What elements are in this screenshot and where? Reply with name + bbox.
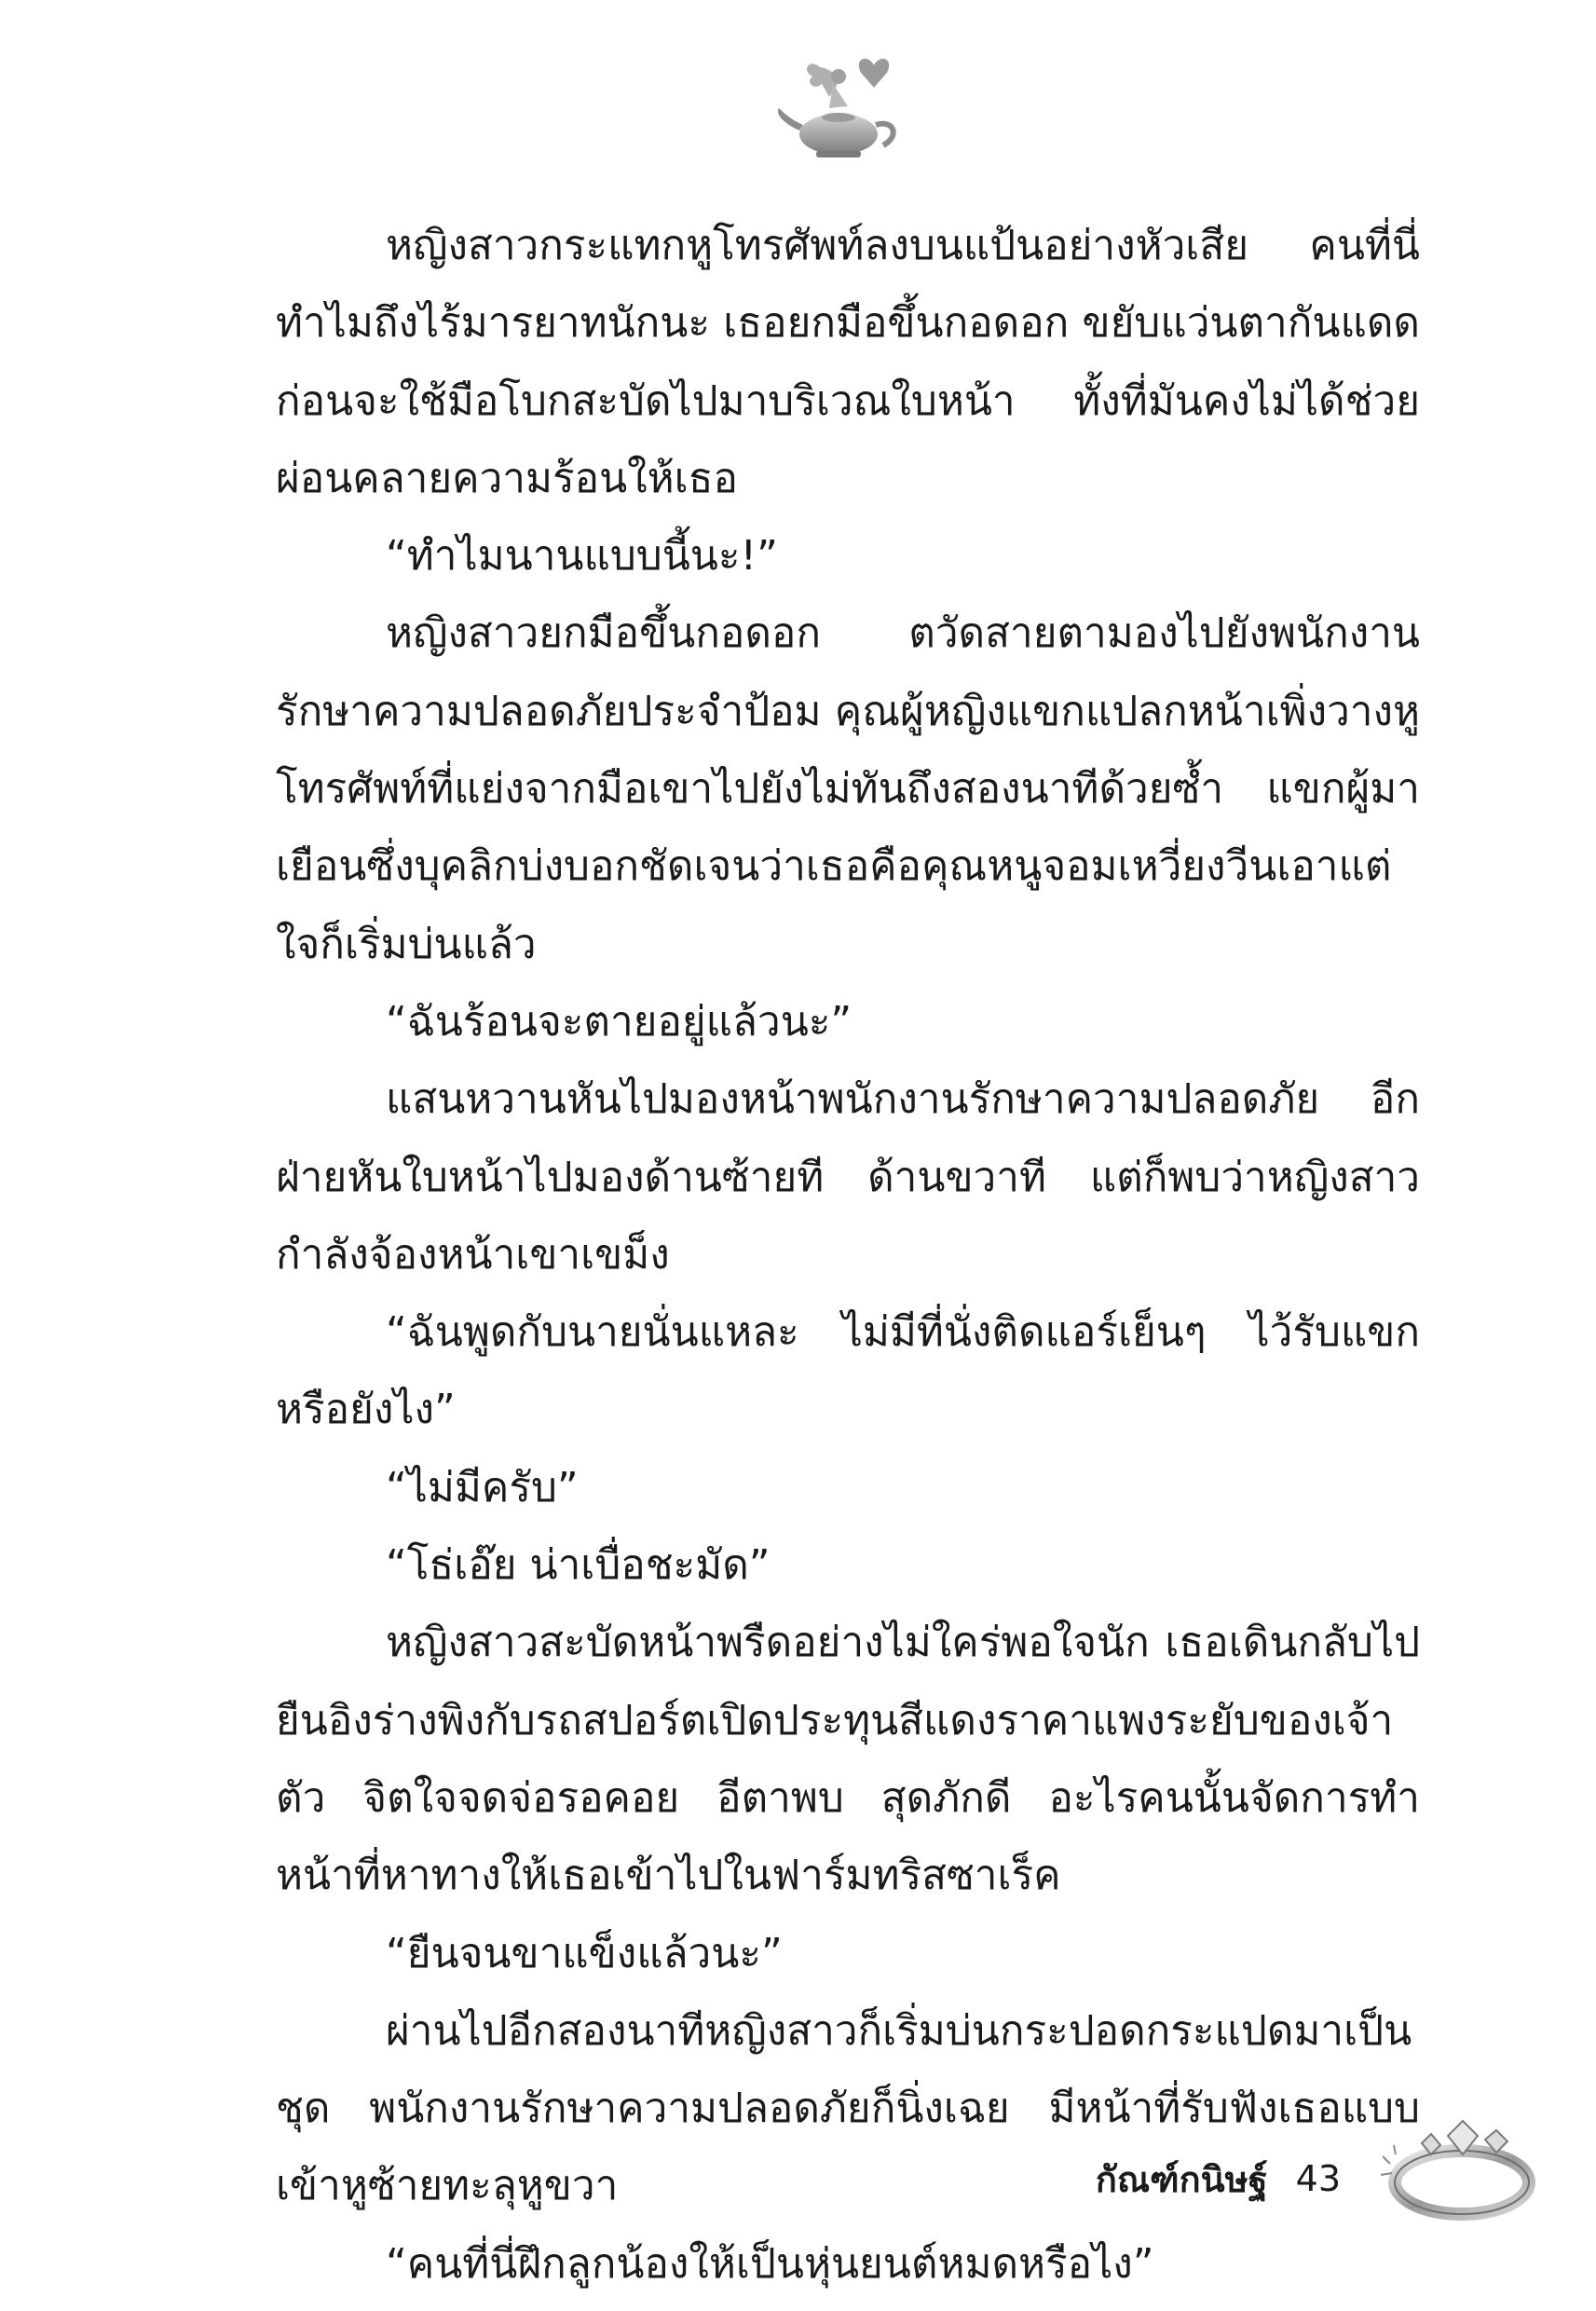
diamond-ring-icon [1373,2108,1550,2229]
dialogue-line: “ยืนจนขาแข็งแล้วนะ” [386,1929,783,1977]
author-name: กัณฑ์กนิษฐ์ [1095,2158,1268,2200]
dialogue-line: “ทำไมนานแบบนี้นะ!” [386,532,778,581]
page-footer [1096,2151,1341,2207]
dialogue-line: “ไม่มีครับ” [386,1463,579,1511]
dialogue-line: “ฉันร้อนจะตายอยู่แล้วนะ” [386,997,853,1046]
story-text [276,207,1420,2303]
paragraph: หญิงสาวสะบัดหน้าพรืดอย่างไม่ใคร่พอใจนัก เธอเดินกลับไปยืนอิงร่างพิงกับรถสปอร์ตเปิดประทุนสีแดงราคาแพงระยับของเจ้าตัว จิตใจจดจ่อรอคอย อีตาพบ สุดภักดี อะไรคนนั้นจัดการทำหน้าที่หาทางให้เธอเข้าไปในฟาร์มทริสซาเร็ค [276,1619,1420,1900]
paragraph: หญิงสาวกระแทกหูโทรศัพท์ลงบนแป้นอย่างหัวเสีย คนที่นี่ทำไมถึงไร้มารยาทนักนะ เธอยกมือขึ้นกอดอก ขยับแว่นตากันแดด ก่อนจะใช้มือโบกสะบัดไปมาบริเวณใบหน้า ทั้งที่มันคงไม่ได้ช่วยผ่อนคลายความร้อนให้เธอ [276,222,1420,502]
paragraph: ผ่านไปอีกสองนาทีหญิงสาวก็เริ่มบ่นกระปอดกระแปดมาเป็นชุด พนักงานรักษาความปลอดภัยก็นิ่งเฉย มีหน้าที่รับฟังเธอแบบเข้าหูซ้ายทะลุหูขวา [276,2006,1420,2210]
page-number: 43 [1295,2158,1341,2199]
dialogue-line: “คนที่นี่ฝึกลูกน้องให้เป็นหุ่นยนต์หมดหรือไง” [386,2239,1154,2288]
paragraph: หญิงสาวยกมือขึ้นกอดอก ตวัดสายตามองไปยังพนักงานรักษาความปลอดภัยประจำป้อม คุณผู้หญิงแขกแปลกหน้าเพิ่งวางหูโทรศัพท์ที่แย่งจากมือเขาไปยังไม่ทันถึงสองนาทีด้วยซ้ำ แขกผู้มาเยือนซึ่งบุคลิกบ่งบอกชัดเจนว่าเธอคือคุณหนูจอมเหวี่ยงวีนเอาแต่ใจก็เริ่มบ่นแล้ว [276,609,1420,968]
paragraph: แสนหวานหันไปมองหน้าพนักงานรักษาความปลอดภัย อีกฝ่ายหันใบหน้าไปมองด้านซ้ายที ด้านขวาที แต่ก็พบว่าหญิงสาวกำลังจ้องหน้าเขาเขม็ง [276,1075,1420,1279]
teapot-cupid-ornament-icon [764,48,913,170]
dialogue-line: “ฉันพูดกับนายนั่นแหละ ไม่มีที่นั่งติดแอร์เย็นๆ ไว้รับแขกหรือยังไง” [276,1308,1420,1434]
dialogue-line: “โธ่เอ๊ย น่าเบื่อชะมัด” [386,1541,771,1590]
